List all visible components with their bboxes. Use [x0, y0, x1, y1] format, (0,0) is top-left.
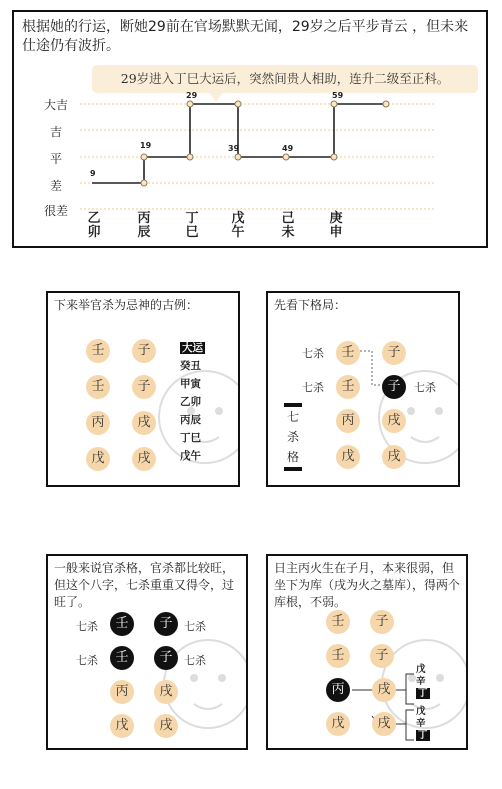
age-label: 9 [90, 169, 96, 178]
tag-label: 七杀 [302, 381, 324, 394]
day-master-orb: 丙 [326, 678, 350, 702]
branch-orb-highlight: 子 [382, 375, 406, 399]
stem-orb: 戊 [86, 447, 110, 471]
data-point [141, 154, 147, 160]
card-title: 下来举官杀为忌神的古例： [54, 298, 199, 312]
stem-orb: 壬 [336, 375, 360, 399]
level-label: 大吉 [43, 98, 68, 112]
branch-orb: 戌 [154, 680, 178, 704]
level-label: 吉 [49, 125, 62, 139]
column-label: 丙 辰 [137, 211, 151, 240]
branch-orb: 子 [132, 375, 156, 399]
branch-orb: 戌 [382, 445, 406, 469]
age-label: 39 [228, 144, 240, 153]
tag-label: 七杀 [414, 381, 436, 394]
stem-orb-highlight: 壬 [110, 646, 134, 670]
column-label: 庚 申 [329, 211, 343, 240]
stem-orb: 丙 [86, 411, 110, 435]
list-item: 丙辰 [180, 414, 201, 426]
branch-orb: 戌 [372, 678, 396, 702]
stem-orb-highlight: 壬 [110, 612, 134, 636]
branch-orb-highlight: 子 [154, 646, 178, 670]
age-label: 29 [186, 91, 198, 100]
list-header: 大运 [182, 342, 203, 354]
hidden-stems: 戊 辛 丁 [416, 706, 428, 741]
age-label: 59 [332, 91, 344, 100]
connector-lines [268, 556, 468, 750]
tag-label: 七杀 [184, 654, 206, 667]
example-card-3 [46, 554, 248, 750]
age-label: 19 [140, 141, 152, 150]
data-point [187, 101, 193, 107]
branch-orb: 戌 [372, 712, 396, 736]
list-item: 丁巳 [180, 432, 201, 444]
stem-orb: 戊 [326, 712, 350, 736]
luck-list [180, 339, 205, 465]
data-point [283, 154, 289, 160]
level-label: 平 [49, 152, 62, 166]
stem-orb: 壬 [326, 644, 350, 668]
branch-orb: 子 [370, 644, 394, 668]
stem-orb: 丙 [336, 409, 360, 433]
data-point [331, 101, 337, 107]
luck-chart-panel [12, 10, 488, 248]
branch-orb: 戌 [382, 409, 406, 433]
data-point [235, 154, 241, 160]
column-label: 己 未 [281, 211, 295, 240]
list-item: 甲寅 [180, 378, 201, 390]
tag-label: 七杀 [184, 620, 206, 633]
card-title: 日主丙火生在子月，本来很弱，但坐下为库（戌为火之墓库），得两个库根，不弱。 [274, 561, 461, 609]
tag-label: 七杀 [76, 654, 98, 667]
hidden-stems: 戊 辛 丁 [416, 664, 428, 699]
column-label: 乙 卯 [87, 211, 101, 240]
branch-orb: 戌 [132, 411, 156, 435]
data-point [383, 101, 389, 107]
luck-line-chart [14, 12, 486, 246]
tag-label: 七杀 [76, 620, 98, 633]
example-card-1 [46, 291, 240, 487]
stem-orb: 壬 [326, 610, 350, 634]
list-item: 戊午 [180, 450, 201, 462]
stem-orb: 壬 [86, 375, 110, 399]
branch-orb-highlight: 子 [154, 612, 178, 636]
data-point [141, 180, 147, 186]
level-label: 差 [49, 179, 62, 193]
stem-orb: 戊 [110, 714, 134, 738]
branch-orb: 戌 [132, 447, 156, 471]
stem-orb: 戊 [336, 445, 360, 469]
data-point [331, 154, 337, 160]
column-label: 戊 午 [231, 211, 245, 240]
tag-label: 七杀 [302, 347, 324, 360]
example-card-4 [266, 554, 468, 750]
list-item: 乙卯 [180, 396, 201, 408]
stem-orb: 壬 [86, 339, 110, 363]
intro-text: 根据她的行运，断她29前在官场默默无闻，29岁之后平步青云 ，但未来仕途仍有波折。 [22, 19, 469, 54]
data-point [235, 101, 241, 107]
card-title: 先看下格局： [274, 298, 347, 312]
column-label: 丁 巳 [185, 211, 199, 240]
age-label: 49 [282, 144, 294, 153]
branch-orb: 子 [382, 341, 406, 365]
level-label: 很差 [43, 204, 68, 218]
branch-orb: 戌 [154, 714, 178, 738]
stem-orb: 丙 [110, 680, 134, 704]
list-item: 癸丑 [180, 360, 201, 372]
card-title: 一般来说官杀格，官杀都比较旺，但这个八字，七杀重重又得令，过旺了。 [54, 561, 235, 609]
pattern-label: 七 杀 格 [284, 403, 302, 471]
branch-orb: 子 [370, 610, 394, 634]
branch-orb: 子 [132, 339, 156, 363]
example-card-2 [266, 291, 460, 487]
stem-orb: 壬 [336, 341, 360, 365]
data-point [187, 154, 193, 160]
speech-bubble: 29岁进入丁巳大运后，突然间贵人相助，连升二级至正科。 [92, 65, 478, 93]
